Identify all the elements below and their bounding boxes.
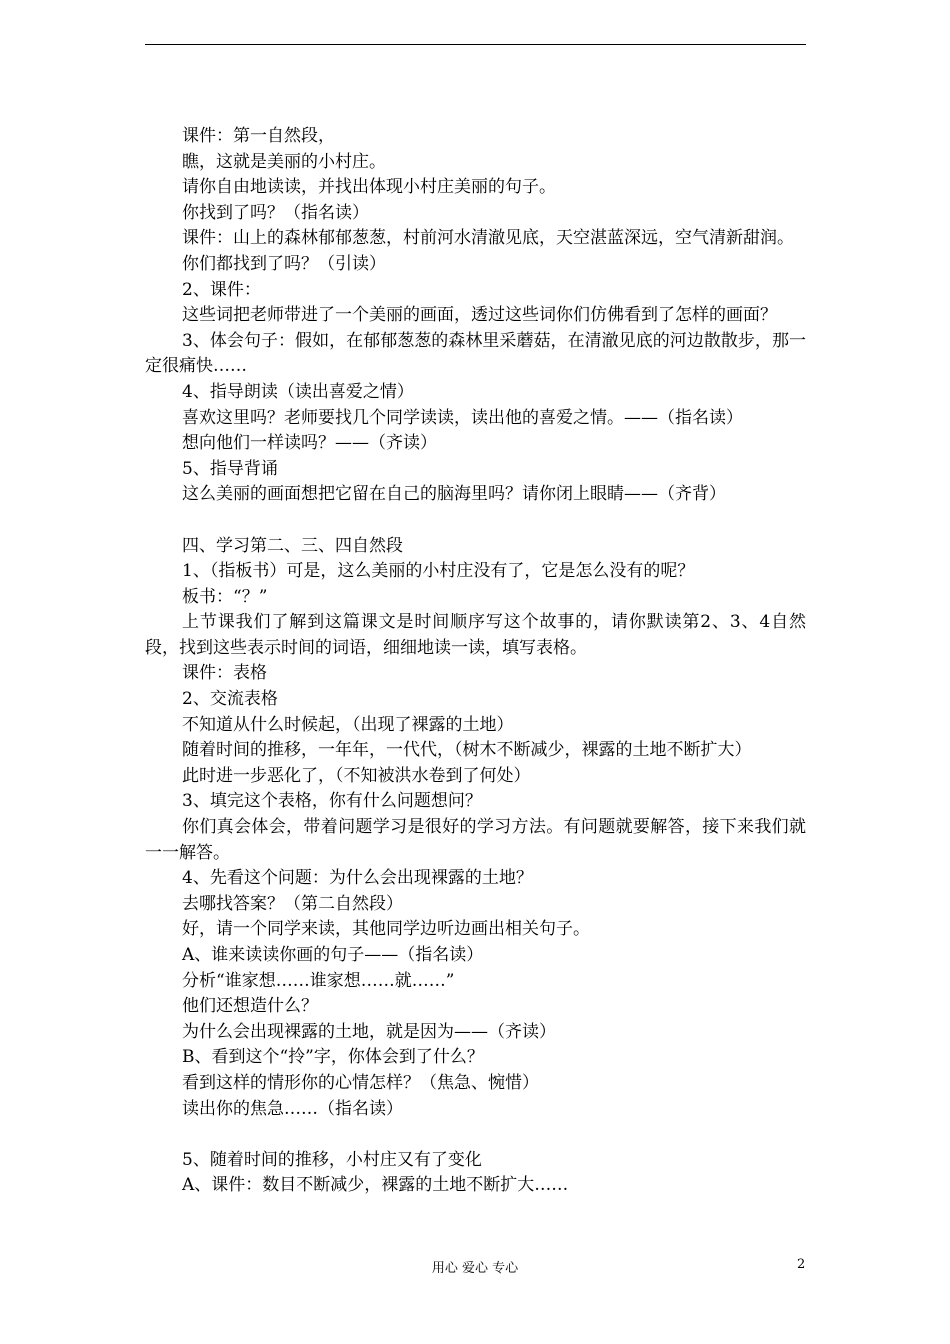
paragraph: 想向他们一样读吗？——（齐读） [182,433,437,454]
paragraph: 为什么会出现裸露的土地，就是因为——（齐读） [182,1021,556,1042]
blank-line [145,508,806,534]
paragraph: 去哪找答案？（第二自然段） [182,893,403,914]
footer-motto: 用心 爱心 专心 [431,1261,519,1276]
paragraph: 2、交流表格 [182,689,278,710]
paragraph: 看到这样的情形你的心情怎样？（焦急、惋惜） [182,1072,539,1093]
header-rule [145,44,806,45]
paragraph: 此时进一步恶化了，（不知被洪水卷到了何处） [182,765,531,786]
paragraph: 请你自由地读读，并找出体现小村庄美丽的句子。 [182,177,556,198]
paragraph: 四、学习第二、三、四自然段 [182,535,403,556]
document-body [145,124,806,1199]
paragraph: 4、指导朗读（读出喜爱之情） [182,381,414,402]
blank-line [145,1122,806,1148]
paragraph: 课件：表格 [182,663,267,684]
paragraph: 3、体会句子：假如，在郁郁葱葱的森林里采蘑菇，在清澈见底的河边散散步，那一定很痛快…… [145,330,806,377]
paragraph: 随着时间的推移，一年年，一代代，（树木不断减少，裸露的土地不断扩大） [182,740,752,761]
paragraph: 瞧，这就是美丽的小村庄。 [182,151,386,172]
paragraph: 5、随着时间的推移，小村庄又有了变化 [182,1149,482,1170]
paragraph: 1、（指板书）可是，这么美丽的小村庄没有了，它是怎么没有的呢？ [182,561,695,582]
paragraph: 你们都找到了吗？（引读） [182,253,386,274]
paragraph: B、看到这个“拎”字，你体会到了什么？ [182,1047,484,1068]
paragraph: 板书：“？” [182,586,268,607]
paragraph: 上节课我们了解到这篇课文是时间顺序写这个故事的，请你默读第2、3、4自然段，找到这些表示时间的词语，细细地读一读，填写表格。 [145,612,806,658]
page-number: 2 [797,1257,806,1272]
paragraph: 这么美丽的画面想把它留在自己的脑海里吗？请你闭上眼睛——（齐背） [182,484,726,505]
paragraph: 喜欢这里吗？老师要找几个同学读读，读出他的喜爱之情。——（指名读） [182,407,743,428]
paragraph: 课件：山上的森林郁郁葱葱，村前河水清澈见底，天空湛蓝深远，空气清新甜润。 [182,228,794,249]
paragraph: 2、课件： [182,279,261,300]
paragraph: A、课件：数目不断减少，裸露的土地不断扩大…… [182,1175,569,1196]
paragraph: 你们真会体会，带着问题学习是很好的学习方法。有问题就要解答，接下来我们就一一解答。 [145,817,806,863]
paragraph: 课件：第一自然段， [182,126,335,146]
paragraph: 5、指导背诵 [182,458,278,479]
paragraph: 他们还想造什么？ [182,996,318,1017]
paragraph: 这些词把老师带进了一个美丽的画面，透过这些词你们仿佛看到了怎样的画面？ [182,305,777,326]
paragraph: 3、填完这个表格，你有什么问题想问？ [182,791,482,812]
paragraph: 你找到了吗？（指名读） [182,202,369,223]
paragraph: 不知道从什么时候起，（出现了裸露的土地） [182,714,514,735]
paragraph: 好，请一个同学来读，其他同学边听边画出相关句子。 [182,919,590,940]
paragraph: A、谁来读读你画的句子——（指名读） [182,945,484,965]
paragraph: 读出你的焦急……（指名读） [182,1098,403,1119]
paragraph: 分析“谁家想……谁家想……就……” [182,970,455,991]
paragraph: 4、先看这个问题：为什么会出现裸露的土地？ [182,868,533,889]
